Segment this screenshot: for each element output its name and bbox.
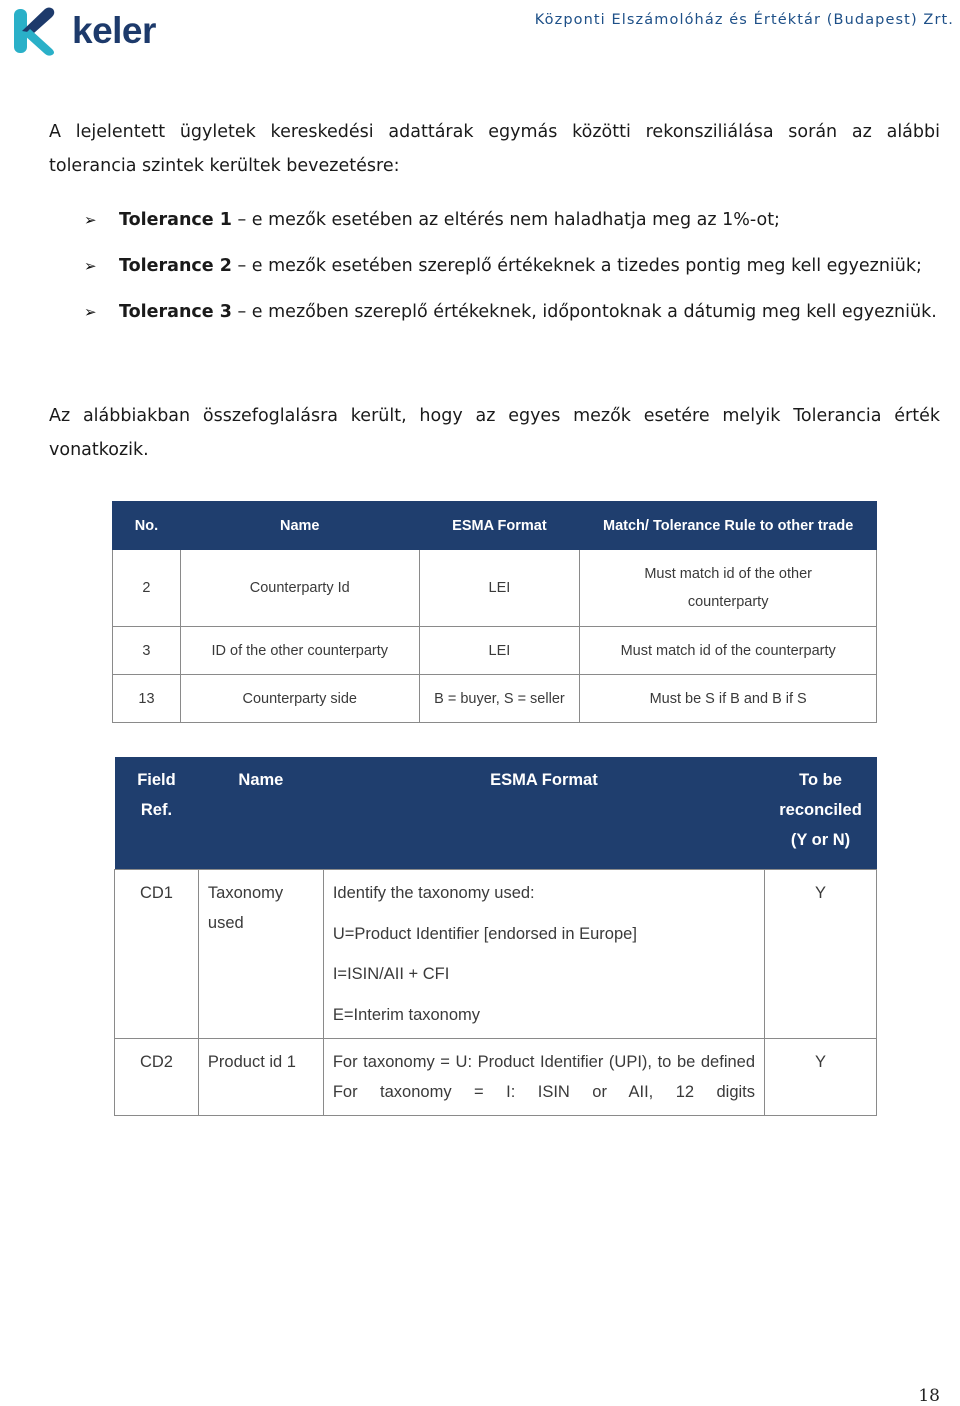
table-row (113, 550, 877, 627)
table-cell: LEI (419, 627, 580, 675)
tolerance-list (84, 203, 944, 341)
tolerance-text: – e mezők esetében szereplő értékeknek a tizedes pontig meg kell egyezniük; (231, 256, 922, 276)
tolerance-text: – e mezők esetében az eltérés nem haladhatja meg az 1%-ot; (231, 210, 780, 230)
table-cell: 2 (113, 550, 181, 627)
list-item (84, 249, 944, 295)
reconciled-cell: Y (765, 870, 877, 1039)
table-row (115, 1038, 877, 1115)
table-cell: B = buyer, S = seller (419, 675, 580, 723)
table-cell: Counterparty side (180, 675, 419, 723)
name-cell: Taxonomy used (198, 870, 323, 1039)
table-cell: Counterparty Id (180, 550, 419, 627)
column-header: Match/ Tolerance Rule to other trade (580, 502, 877, 550)
table-row (113, 675, 877, 723)
table-cell: ID of the other counterparty (180, 627, 419, 675)
field-ref-cell: CD1 (115, 870, 199, 1039)
company-name: Központi Elszámolóház és Értéktár (Budapest) Zrt. (534, 12, 954, 28)
format-cell (323, 870, 764, 1039)
format-line: E=Interim taxonomy (332, 1005, 481, 1024)
format-cell: For taxonomy = U: Product Identifier (UPI), to be defined For taxonomy = I: ISIN or AII, 12 digits (323, 1038, 764, 1115)
column-header: ESMA Format (419, 502, 580, 550)
table-cell: 13 (113, 675, 181, 723)
table-cell: Must be S if B and B if S (580, 675, 877, 723)
column-header: Name (180, 502, 419, 550)
list-item (84, 203, 944, 249)
tolerance-label: Tolerance 2 (119, 256, 232, 276)
field-ref-cell: CD2 (115, 1038, 199, 1115)
table-cell: Must match id of the counterparty (580, 627, 877, 675)
keler-logo (12, 6, 156, 56)
tolerance-label: Tolerance 1 (119, 210, 232, 230)
column-header: Name (198, 757, 323, 870)
summary-paragraph: Az alábbiakban összefoglalásra került, hogy az egyes mezők esetére melyik Tolerancia érték vonatkozik. (49, 406, 940, 460)
column-header: ESMA Format (323, 757, 764, 870)
tolerance-text: – e mezőben szereplő értékeknek, időpontoknak a dátumig meg kell egyezniük. (231, 302, 937, 322)
table-header-row (113, 502, 877, 550)
reconciled-cell: Y (765, 1038, 877, 1115)
format-line: I=ISIN/AII + CFI (332, 965, 450, 983)
intro-paragraph: A lejelentett ügyletek kereskedési adattárak egymás közötti rekonsziliálása során az alábbi tolerancia szintek kerültek bevezetésre: (49, 122, 940, 176)
arrow-bullet-icon: ➢ (84, 303, 97, 321)
format-line: Identify the taxonomy used: (332, 884, 535, 902)
arrow-bullet-icon: ➢ (84, 257, 97, 275)
table-cell: LEI (419, 550, 580, 627)
table-cell: 3 (113, 627, 181, 675)
column-header: Field Ref. (115, 757, 199, 870)
tolerance-label: Tolerance 3 (119, 302, 232, 322)
table-header-row (115, 757, 877, 870)
column-header: To be reconciled (Y or N) (765, 757, 877, 870)
table-cell: Must match id of the other counterparty (580, 550, 877, 627)
keler-k-icon (12, 6, 62, 56)
logo-text: keler (72, 10, 156, 51)
arrow-bullet-icon: ➢ (84, 211, 97, 229)
list-item (84, 295, 944, 341)
tolerance-table (112, 501, 877, 723)
format-line: U=Product Identifier [endorsed in Europe] (332, 924, 637, 943)
name-cell: Product id 1 (198, 1038, 323, 1115)
reconciliation-table (114, 757, 877, 1116)
column-header: No. (113, 502, 181, 550)
page-number: 18 (918, 1386, 940, 1406)
table-row (113, 627, 877, 675)
table-row (115, 870, 877, 1039)
